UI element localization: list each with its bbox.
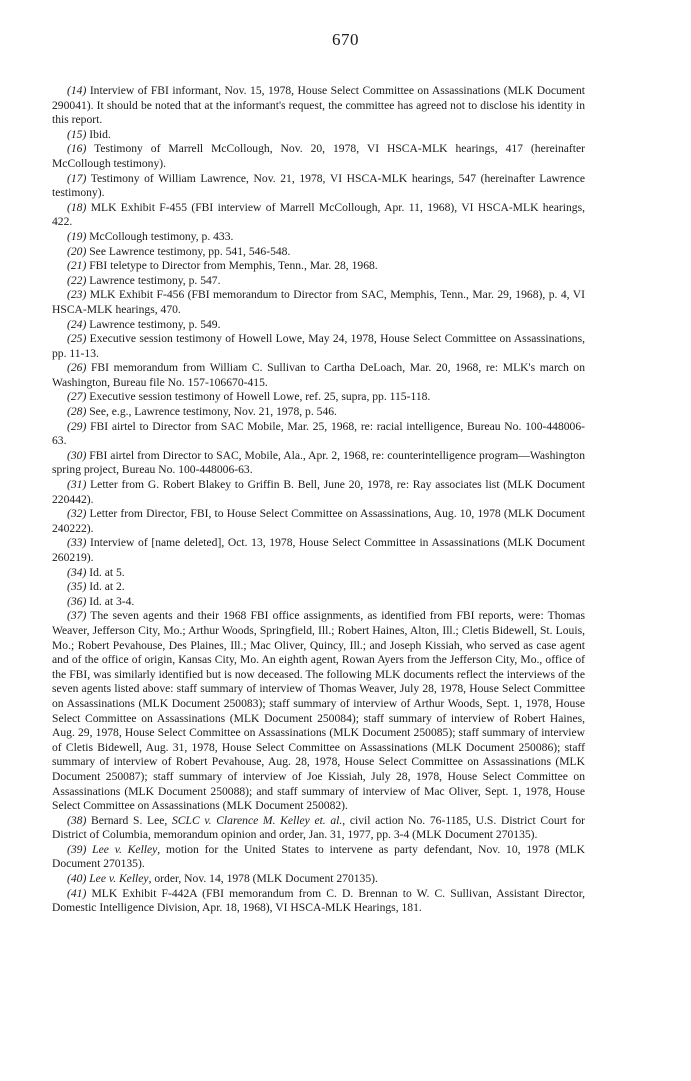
note-number: (37) — [67, 609, 87, 623]
note-text: Testimony of William Lawrence, Nov. 21, 1978, VI HSCA-MLK hearings, 547 (hereinafter Lawrence testimony). — [52, 171, 585, 200]
reference-note — [52, 872, 585, 887]
note-number: (41) — [67, 886, 87, 900]
note-text: FBI teletype to Director from Memphis, Tenn., Mar. 28, 1968. — [89, 259, 378, 273]
note-number: (32) — [67, 507, 87, 521]
note-text: , civil action No. 76-1185, U.S. District Court for District of Columbia, memorandum opinion and order, Jan. 31, 1977, pp. 3-4 (MLK Document 270135). — [52, 813, 585, 842]
case-citation: SCLC v. Clarence M. Kelley et. al. — [171, 813, 343, 827]
note-prefix: Bernard S. Lee, — [91, 813, 172, 827]
note-number: (25) — [67, 332, 87, 346]
reference-note — [52, 201, 585, 230]
reference-note — [52, 274, 585, 289]
note-number: (27) — [67, 390, 87, 404]
note-number: (40) — [67, 872, 87, 886]
reference-note — [52, 405, 585, 420]
note-number: (24) — [67, 317, 87, 331]
reference-note — [52, 259, 585, 274]
reference-note — [52, 609, 585, 813]
reference-note — [52, 507, 585, 536]
reference-note — [52, 288, 585, 317]
note-text: Testimony of Marrell McCollough, Nov. 20, 1978, VI HSCA-MLK hearings, 417 (hereinafter McCollough testimony). — [52, 142, 585, 170]
note-text: MLK Exhibit F-442A (FBI memorandum from C. D. Brennan to W. C. Sullivan, Assistant Director, Domestic Intelligence Division, Apr. 18, 1968), VI HSCA-MLK Hearings, 181. — [52, 886, 585, 915]
note-number: (16) — [67, 142, 87, 156]
note-number: (15) — [67, 127, 87, 141]
note-text: Interview of FBI informant, Nov. 15, 1978, House Select Committee on Assassinations (MLK Document 290041). It should be noted that at the informant's request, the committee has agreed not to disclose his identity in this report. — [52, 84, 585, 127]
reference-notes — [52, 84, 585, 916]
reference-note — [52, 172, 585, 201]
note-number: (29) — [67, 419, 87, 433]
note-text: Id. at 5. — [89, 565, 125, 579]
note-text: FBI memorandum from William C. Sullivan to Cartha DeLoach, Mar. 20, 1968, re: MLK's march on Washington, Bureau file No. 157-106670-415. — [52, 361, 585, 389]
note-number: (14) — [67, 84, 87, 97]
reference-note — [52, 449, 585, 478]
note-number: (34) — [67, 565, 87, 579]
note-text: Letter from G. Robert Blakey to Griffin B. Bell, June 20, 1978, re: Ray associates list (MLK Document 220442). — [52, 478, 585, 506]
reference-note — [52, 843, 585, 872]
note-number: (36) — [67, 594, 87, 608]
note-number: (19) — [67, 229, 87, 243]
reference-note — [52, 536, 585, 565]
note-text: , order, Nov. 14, 1978 (MLK Document 270135). — [148, 872, 378, 886]
note-number: (21) — [67, 259, 87, 273]
note-number: (31) — [67, 478, 87, 492]
note-number: (39) — [67, 842, 87, 856]
note-text: Ibid. — [89, 127, 111, 141]
reference-note — [52, 814, 585, 843]
reference-note — [52, 390, 585, 405]
reference-note — [52, 478, 585, 507]
note-number: (26) — [67, 361, 87, 375]
note-number: (22) — [67, 273, 87, 287]
reference-note — [52, 128, 585, 143]
note-text: Interview of [name deleted], Oct. 13, 1978, House Select Committee in Assassinations (MLK Document 260219). — [52, 536, 585, 564]
reference-note — [52, 245, 585, 260]
reference-note — [52, 361, 585, 390]
note-number: (35) — [67, 580, 87, 594]
note-text: FBI airtel from Director to SAC, Mobile, Ala., Apr. 2, 1968, re: counterintelligence program—Washington spring project, Bureau No. 100-448006-63. — [52, 448, 585, 477]
note-number: (30) — [67, 448, 87, 462]
note-text: Executive session testimony of Howell Lowe, May 24, 1978, House Select Committee on Assassinations, pp. 11-13. — [52, 332, 585, 360]
note-text: Letter from Director, FBI, to House Select Committee on Assassinations, Aug. 10, 1978 (MLK Document 240222). — [52, 507, 585, 535]
note-number: (28) — [67, 405, 87, 419]
case-citation: Lee v. Kelley — [92, 842, 158, 856]
note-text: Id. at 2. — [89, 580, 125, 594]
case-citation: Lee v. Kelley — [89, 872, 149, 886]
note-number: (23) — [67, 288, 87, 302]
note-text: Id. at 3-4. — [89, 594, 135, 608]
note-number: (17) — [67, 171, 87, 185]
note-text: See, e.g., Lawrence testimony, Nov. 21, 1978, p. 546. — [89, 405, 337, 419]
note-text: Executive session testimony of Howell Lowe, ref. 25, supra, pp. 115-118. — [89, 390, 431, 404]
reference-note — [52, 595, 585, 610]
reference-note — [52, 142, 585, 171]
note-text: MLK Exhibit F-456 (FBI memorandum to Director from SAC, Memphis, Tenn., Mar. 29, 1968), p. 4, VI HSCA-MLK hearings, 470. — [52, 288, 585, 316]
note-text: , motion for the United States to intervene as party defendant, Nov. 10, 1978 (MLK Document 270135). — [52, 842, 585, 871]
note-text: Lawrence testimony, p. 549. — [89, 317, 221, 331]
note-number: (33) — [67, 536, 87, 550]
note-text: MLK Exhibit F-455 (FBI interview of Marrell McCollough, Apr. 11, 1968), VI HSCA-MLK hearings, 422. — [52, 200, 585, 229]
reference-note — [52, 420, 585, 449]
reference-note — [52, 887, 585, 916]
reference-note — [52, 332, 585, 361]
note-number: (18) — [67, 200, 87, 214]
reference-note — [52, 566, 585, 581]
note-text: FBI airtel to Director from SAC Mobile, Mar. 25, 1968, re: racial intelligence, Bureau No. 100-448006-63. — [52, 419, 585, 448]
note-number: (38) — [67, 813, 87, 827]
reference-note — [52, 580, 585, 595]
note-number: (20) — [67, 244, 87, 258]
note-text: Lawrence testimony, p. 547. — [89, 273, 221, 287]
page-number: 670 — [332, 30, 359, 49]
note-text: See Lawrence testimony, pp. 541, 546-548. — [89, 244, 291, 258]
reference-note — [52, 318, 585, 333]
reference-note — [52, 84, 585, 128]
note-text: The seven agents and their 1968 FBI office assignments, as identified from FBI reports, were: Thomas Weaver, Jefferson City, Mo.; Arthur Woods, Springfield, Ill.; Robert Haines, Alton, Ill.; Cletis Bidewell, St. Louis, Mo.; Robert Pevahouse, Des Plaines, Ill.; Mac Oliver, Quincy, Ill.; and Joseph Kissiah, who served as case agent and of the office of origin, Kansas City, Mo. An eighth agent, Rowan Ayers from the Jefferson City, Mo., office of the FBI, was similarly identified but is now deceased. The following MLK documents reflect the interviews of the seven agents listed above: staff summary of interview of Thomas Weaver, July 28, 1978, House Select Committee on Assassinations (MLK Document 250083); staff summary of interview of Arthur Woods, Sept. 1, 1978, House Select Committee on Assassinations (MLK Document 250084); staff summary of interview of Robert Haines, Aug. 29, 1978, House Select Committee on Assassinations (MLK Document 250085); staff summary of interview of Cletis Bidewell, Aug. 31, 1978, House Select Committee on Assassinations (MLK Document 250086); staff summary of interview of Robert Pevahouse, Aug. 28, 1978, House Select Committee on Assassinations (MLK Document 250087); staff summary of interview of Joe Kissiah, July 28, 1978, House Select Committee on Assassinations (MLK Document 250088); and staff summary of interview of Mac Oliver, Sept. 1, 1978, House Select Committee on Assassinations (MLK Document 250082). — [52, 609, 585, 813]
reference-note — [52, 230, 585, 245]
note-text: McCollough testimony, p. 433. — [89, 229, 234, 243]
